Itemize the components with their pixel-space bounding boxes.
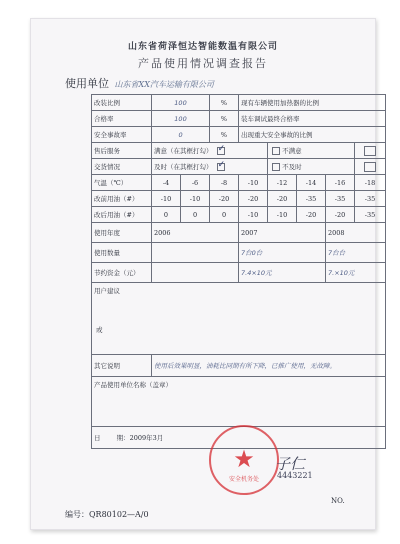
savings-cell [152, 263, 239, 283]
table-row [92, 111, 386, 127]
cell-desc: 出现重大安全事故的比例 [239, 127, 386, 143]
delivery-not-ok [268, 159, 355, 175]
cell-unit: % [210, 95, 239, 111]
year-cell: 2006 [152, 223, 239, 243]
after-sales-extra [355, 143, 386, 159]
table-row [92, 263, 386, 283]
star-icon: ★ [233, 445, 255, 473]
table-row [92, 175, 386, 191]
after-sales-ok-label: 满意（在其框打勾） [154, 147, 213, 155]
fuel-cell: 0 [210, 207, 239, 223]
cell-label: 安全事故率 [92, 127, 152, 143]
opinion-label: 用户建议 [94, 287, 120, 295]
user-unit-line [65, 75, 214, 91]
date-label: 日 [94, 434, 101, 442]
form-code: 编号：QR80102—A/0 [65, 510, 149, 519]
delivery-checkbox[interactable] [217, 163, 225, 171]
temp-cell: -10 [239, 175, 268, 191]
delivery-extra [355, 159, 386, 175]
fuel-cell: -20 [297, 207, 326, 223]
temp-cell: -12 [268, 175, 297, 191]
table-row [92, 355, 386, 377]
table-row [92, 223, 386, 243]
signature: 子仁 [275, 455, 306, 473]
temp-cell: -14 [297, 175, 326, 191]
delivery-ok [152, 159, 268, 175]
table-row [92, 191, 386, 207]
cell-desc: 装车调试最终合格率 [239, 111, 386, 127]
year-cell: 2008 [326, 223, 386, 243]
usage-cell: 7台台 [326, 243, 386, 263]
cell-unit: % [210, 111, 239, 127]
user-unit-value: 山东省XX汽车运输有限公司 [114, 80, 214, 89]
table-row [92, 243, 386, 263]
fuel-cell: -20 [239, 191, 268, 207]
no-label: NO. [331, 497, 345, 505]
temp-cell: -16 [326, 175, 355, 191]
cell-unit: % [210, 127, 239, 143]
date-value: 期：2009年3月 [116, 434, 164, 442]
after-sales-checkbox[interactable] [217, 147, 225, 155]
fuel-cell: -20 [210, 191, 239, 207]
fuel-cell: -35 [355, 207, 386, 223]
delivery-extra-box[interactable] [364, 162, 376, 172]
signature-number: 4443221 [277, 471, 313, 480]
usage-cell: 7台0台 [239, 243, 326, 263]
seal-text: 安全机务处 [228, 476, 259, 483]
after-sales-not-ok-checkbox[interactable] [272, 147, 280, 155]
fuel-cell: 0 [181, 207, 210, 223]
other-value: 使用后效果明显，油耗比同期有所下降，已推广使用，无故障。 [152, 355, 386, 377]
company-seal [209, 425, 279, 495]
unit-sign-cell [92, 377, 386, 427]
report-title: 产品使用情况调查报告 [138, 57, 268, 70]
cell-label: 其它说明 [92, 355, 152, 377]
after-sales-not-ok [268, 143, 355, 159]
delivery-ok-label: 及时（在其框打勾） [154, 163, 213, 171]
temp-cell: -4 [152, 175, 181, 191]
cell-value: 0 [152, 127, 210, 143]
report-form [30, 18, 376, 530]
temp-cell: -8 [210, 175, 239, 191]
cell-label: 改后用油（#） [92, 207, 152, 223]
cell-label: 节约资金（元） [92, 263, 152, 283]
fuel-cell: -10 [268, 207, 297, 223]
temp-cell: -18 [355, 175, 386, 191]
fuel-cell: -35 [326, 191, 355, 207]
table-row [92, 95, 386, 111]
delivery-not-ok-label: 不及时 [282, 163, 302, 171]
table-row [92, 159, 386, 175]
after-sales-extra-box[interactable] [364, 146, 376, 156]
opinion-cell [92, 283, 386, 355]
fuel-cell: -35 [355, 191, 386, 207]
cell-label: 使用年度 [92, 223, 152, 243]
after-sales-not-ok-label: 不满意 [282, 147, 302, 155]
delivery-not-ok-checkbox[interactable] [272, 163, 280, 171]
fuel-cell: -10 [181, 191, 210, 207]
table-row [92, 143, 386, 159]
usage-cell [152, 243, 239, 263]
cell-label: 改装比例 [92, 95, 152, 111]
cell-label: 售后服务 [92, 143, 152, 159]
table-row [92, 207, 386, 223]
table-row [92, 127, 386, 143]
unit-sign-label: 产品使用单位名称（盖章） [94, 381, 172, 389]
fuel-cell: 0 [152, 207, 181, 223]
savings-cell: 7.×10元 [326, 263, 386, 283]
cell-desc: 现有车辆使用加热器的比例 [239, 95, 386, 111]
company-name: 山东省荷泽恒达智能数温有限公司 [127, 42, 278, 52]
cell-label: 气温（℃） [92, 175, 152, 191]
savings-cell: 7.4×10元 [239, 263, 326, 283]
year-cell: 2007 [239, 223, 326, 243]
fuel-cell: -20 [268, 191, 297, 207]
fuel-cell: -35 [297, 191, 326, 207]
cell-label: 交货情况 [92, 159, 152, 175]
after-sales-ok [152, 143, 268, 159]
survey-table [91, 94, 386, 449]
fuel-cell: -10 [239, 207, 268, 223]
table-row [92, 283, 386, 355]
fuel-cell: -10 [152, 191, 181, 207]
cell-label: 合格率 [92, 111, 152, 127]
cell-label: 使用数量 [92, 243, 152, 263]
temp-cell: -6 [181, 175, 210, 191]
opinion-sub: 或 [96, 326, 103, 334]
table-row [92, 377, 386, 427]
user-unit-label: 使用单位 [65, 77, 109, 90]
cell-value: 100 [152, 95, 210, 111]
fuel-cell: -20 [326, 207, 355, 223]
cell-value: 100 [152, 111, 210, 127]
cell-label: 改前用油（#） [92, 191, 152, 207]
